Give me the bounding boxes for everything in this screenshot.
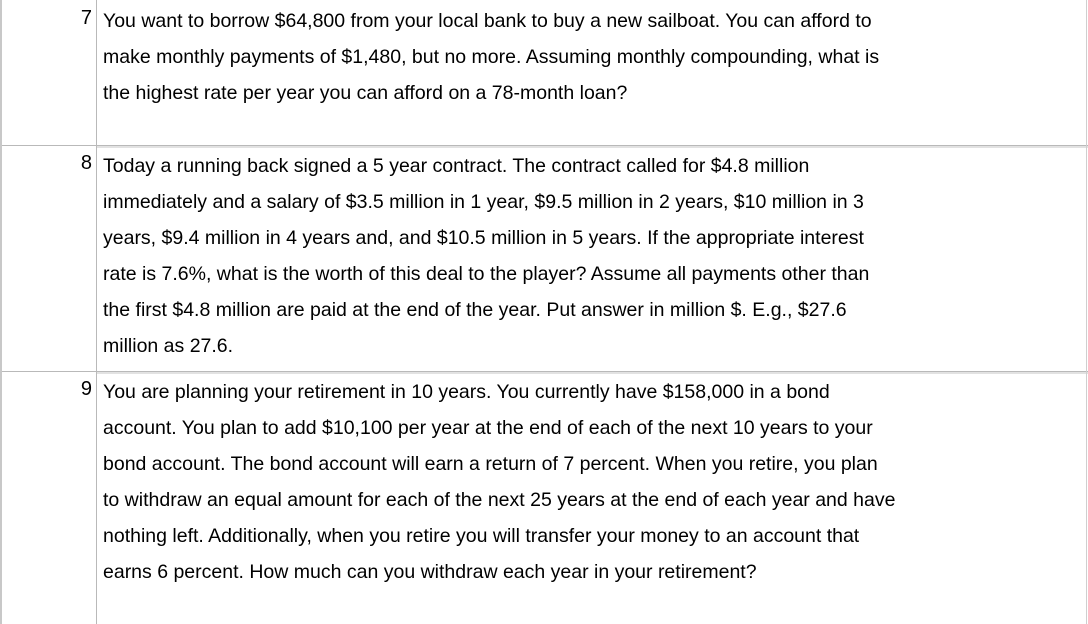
question-text-cell[interactable] — [97, 145, 1088, 371]
question-text: You want to borrow $64,800 from your local bank to buy a new sailboat. You can afford to make monthly payments of $1,480, but no more. Assuming monthly compounding, what is the highest rate per year you can afford on a 78-month loan? — [103, 10, 880, 104]
question-text-cell[interactable] — [97, 0, 1088, 145]
right-border — [1086, 0, 1087, 624]
question-number-cell — [0, 145, 97, 371]
question-number-cell — [0, 0, 97, 145]
question-row-9 — [0, 371, 1088, 624]
question-number: 9 — [80, 378, 92, 400]
question-row-8 — [0, 145, 1088, 371]
question-text: Today a running back signed a 5 year contract. The contract called for $4.8 million immediately and a salary of $3.5 million in 1 year, $9.5 million in 2 years, $10 million in 3 years, $9.4 million in 4 years and, and $10.5 million in 5 years. If the appropriate interest rate is 7.6%, what is the worth of this deal to the player? Assume all payments other than the first $4.8 million are paid at the end of the year. Put answer in million $. E.g., $27.6 million as 27.6. — [103, 155, 870, 357]
question-number: 7 — [80, 7, 92, 29]
question-text-cell[interactable] — [97, 371, 1088, 624]
question-row-7 — [0, 0, 1088, 145]
question-number: 8 — [80, 152, 92, 174]
left-border — [0, 0, 2, 624]
question-text: You are planning your retirement in 10 years. You currently have $158,000 in a bond account. You plan to add $10,100 per year at the end of each of the next 10 years to your bond account. The bond account will earn a return of 7 percent. When you retire, you plan to withdraw an equal amount for each of the next 25 years at the end of each year and have nothing left. Additionally, when you retire you will transfer your money to an account that earns 6 percent. How much can you withdraw each year in your retirement? — [103, 381, 896, 583]
row-divider-shadow — [97, 372, 1088, 374]
question-number-cell — [0, 371, 97, 624]
row-divider-shadow — [97, 146, 1088, 148]
